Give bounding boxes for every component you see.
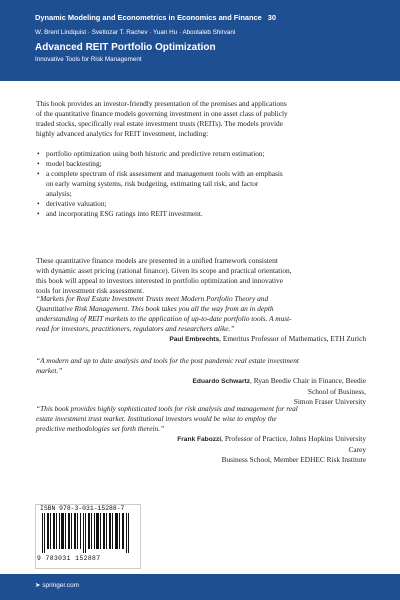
endorser-affiliation-line: Business School, Member EDHEC Risk Institute — [221, 455, 366, 464]
endorser-name: Eduardo Schwartz — [192, 378, 251, 385]
closing-line: tools for investment risk assessment. — [36, 286, 144, 295]
intro-paragraph — [36, 99, 366, 139]
quote-line: Quantitative Risk Management. This book takes you all the way from an in depth — [36, 304, 274, 313]
endorsement-quote — [36, 404, 366, 465]
intro-line: traded stocks, specifically real estate investment trusts (REITs). The models provide — [36, 119, 283, 128]
list-item-line: on early warning systems, risk budgeting, estimating tail risk, and factor — [46, 179, 259, 188]
springer-link[interactable] — [35, 581, 79, 589]
closing-line: These quantitative finance models are presented in a unified framework consistent — [36, 256, 278, 265]
quote-line: predictive methodologies set forth therein.” — [36, 424, 165, 433]
series-name: Dynamic Modeling and Econometrics in Economics and Finance — [35, 13, 262, 22]
closing-line: this book will appeal to investors interested in portfolio optimization and innovative — [36, 276, 283, 285]
closing-paragraph — [36, 256, 366, 296]
list-item-line: • derivative valuation; — [46, 199, 107, 208]
list-item — [46, 149, 376, 159]
quote-text — [36, 404, 366, 434]
feature-list — [36, 149, 376, 219]
isbn-label: ISBN 978-3-031-15288-7 — [40, 505, 125, 512]
endorser-affiliation: , Emeritus Professor of Mathematics, ETH Zurich — [219, 334, 366, 343]
barcode-icon — [40, 513, 136, 553]
list-item — [46, 199, 376, 209]
intro-line: of the quantitative finance models governing investment in one asset class of publicly — [36, 109, 288, 118]
list-item-line: analysis; — [46, 189, 72, 198]
endorsement-quote — [36, 356, 366, 407]
authors: W. Brent Lindquist · Svetlozar T. Rachev · Yuan Hu · Abootaleb Shirvani — [35, 29, 236, 36]
book-title: Advanced REIT Portfolio Optimization — [35, 42, 216, 53]
quote-text — [36, 356, 366, 376]
quote-line: “Markets for Real Estate Investment Trusts meet Modern Portfolio Theory and — [36, 294, 269, 303]
list-item-line: • a complete spectrum of risk assessment and management tools with an emphasis — [46, 169, 283, 178]
header-band — [0, 0, 400, 81]
series-volume: 30 — [267, 13, 276, 22]
endorser-name: Paul Embrechts — [169, 336, 220, 343]
endorser-affiliation: , Professor of Practice, Johns Hopkins University Carey — [221, 434, 366, 454]
list-item-line: • portfolio optimization using both historic and predictive return estimation; — [46, 149, 265, 158]
list-item — [46, 169, 376, 199]
endorser-name: Frank Fabozzi — [177, 436, 222, 443]
quote-line: “This book provides highly sophisticated tools for risk analysis and management for real — [36, 404, 298, 413]
endorser-affiliation-line: Simon Fraser University — [293, 397, 366, 406]
arrow-right-icon: ➤ — [35, 582, 41, 589]
intro-line: highly advanced analytics for REIT investment, including: — [36, 129, 209, 138]
intro-line: This book provides an investor-friendly presentation of the premises and applications — [36, 99, 287, 108]
quote-line: estate investment trust market. Institutional investors would be wise to employ the — [36, 414, 277, 423]
springer-link-text: springer.com — [42, 582, 79, 589]
quote-line: read for investors, practitioners, regulators and researchers alike.” — [36, 324, 235, 333]
list-item-line: • model backtesting; — [46, 159, 102, 168]
series-line — [35, 13, 276, 22]
closing-line: with dynamic asset pricing (rational finance). Given its scope and practical orientation, — [36, 266, 292, 275]
quote-attribution — [36, 334, 366, 345]
endorsement-quote — [36, 294, 366, 345]
quote-line: understanding of REIT markets to the application of up-to-date portfolio tools. A must- — [36, 314, 292, 323]
endorser-affiliation: , Ryan Beedie Chair in Finance, Beedie School of Business, — [250, 376, 366, 396]
list-item — [46, 159, 376, 169]
book-subtitle: Innovative Tools for Risk Management — [35, 56, 142, 63]
list-item-line: • and incorporating ESG ratings into REIT investment. — [46, 209, 203, 218]
list-item — [46, 209, 376, 219]
quote-attribution — [36, 434, 366, 455]
quote-line: market.” — [36, 366, 63, 375]
quote-text — [36, 294, 366, 334]
quote-attribution — [36, 376, 366, 397]
quote-line: “A modern and up to date analysis and tools for the post pandemic real estate investment — [36, 356, 299, 365]
barcode-digits: 9 783031 152887 — [37, 555, 101, 562]
